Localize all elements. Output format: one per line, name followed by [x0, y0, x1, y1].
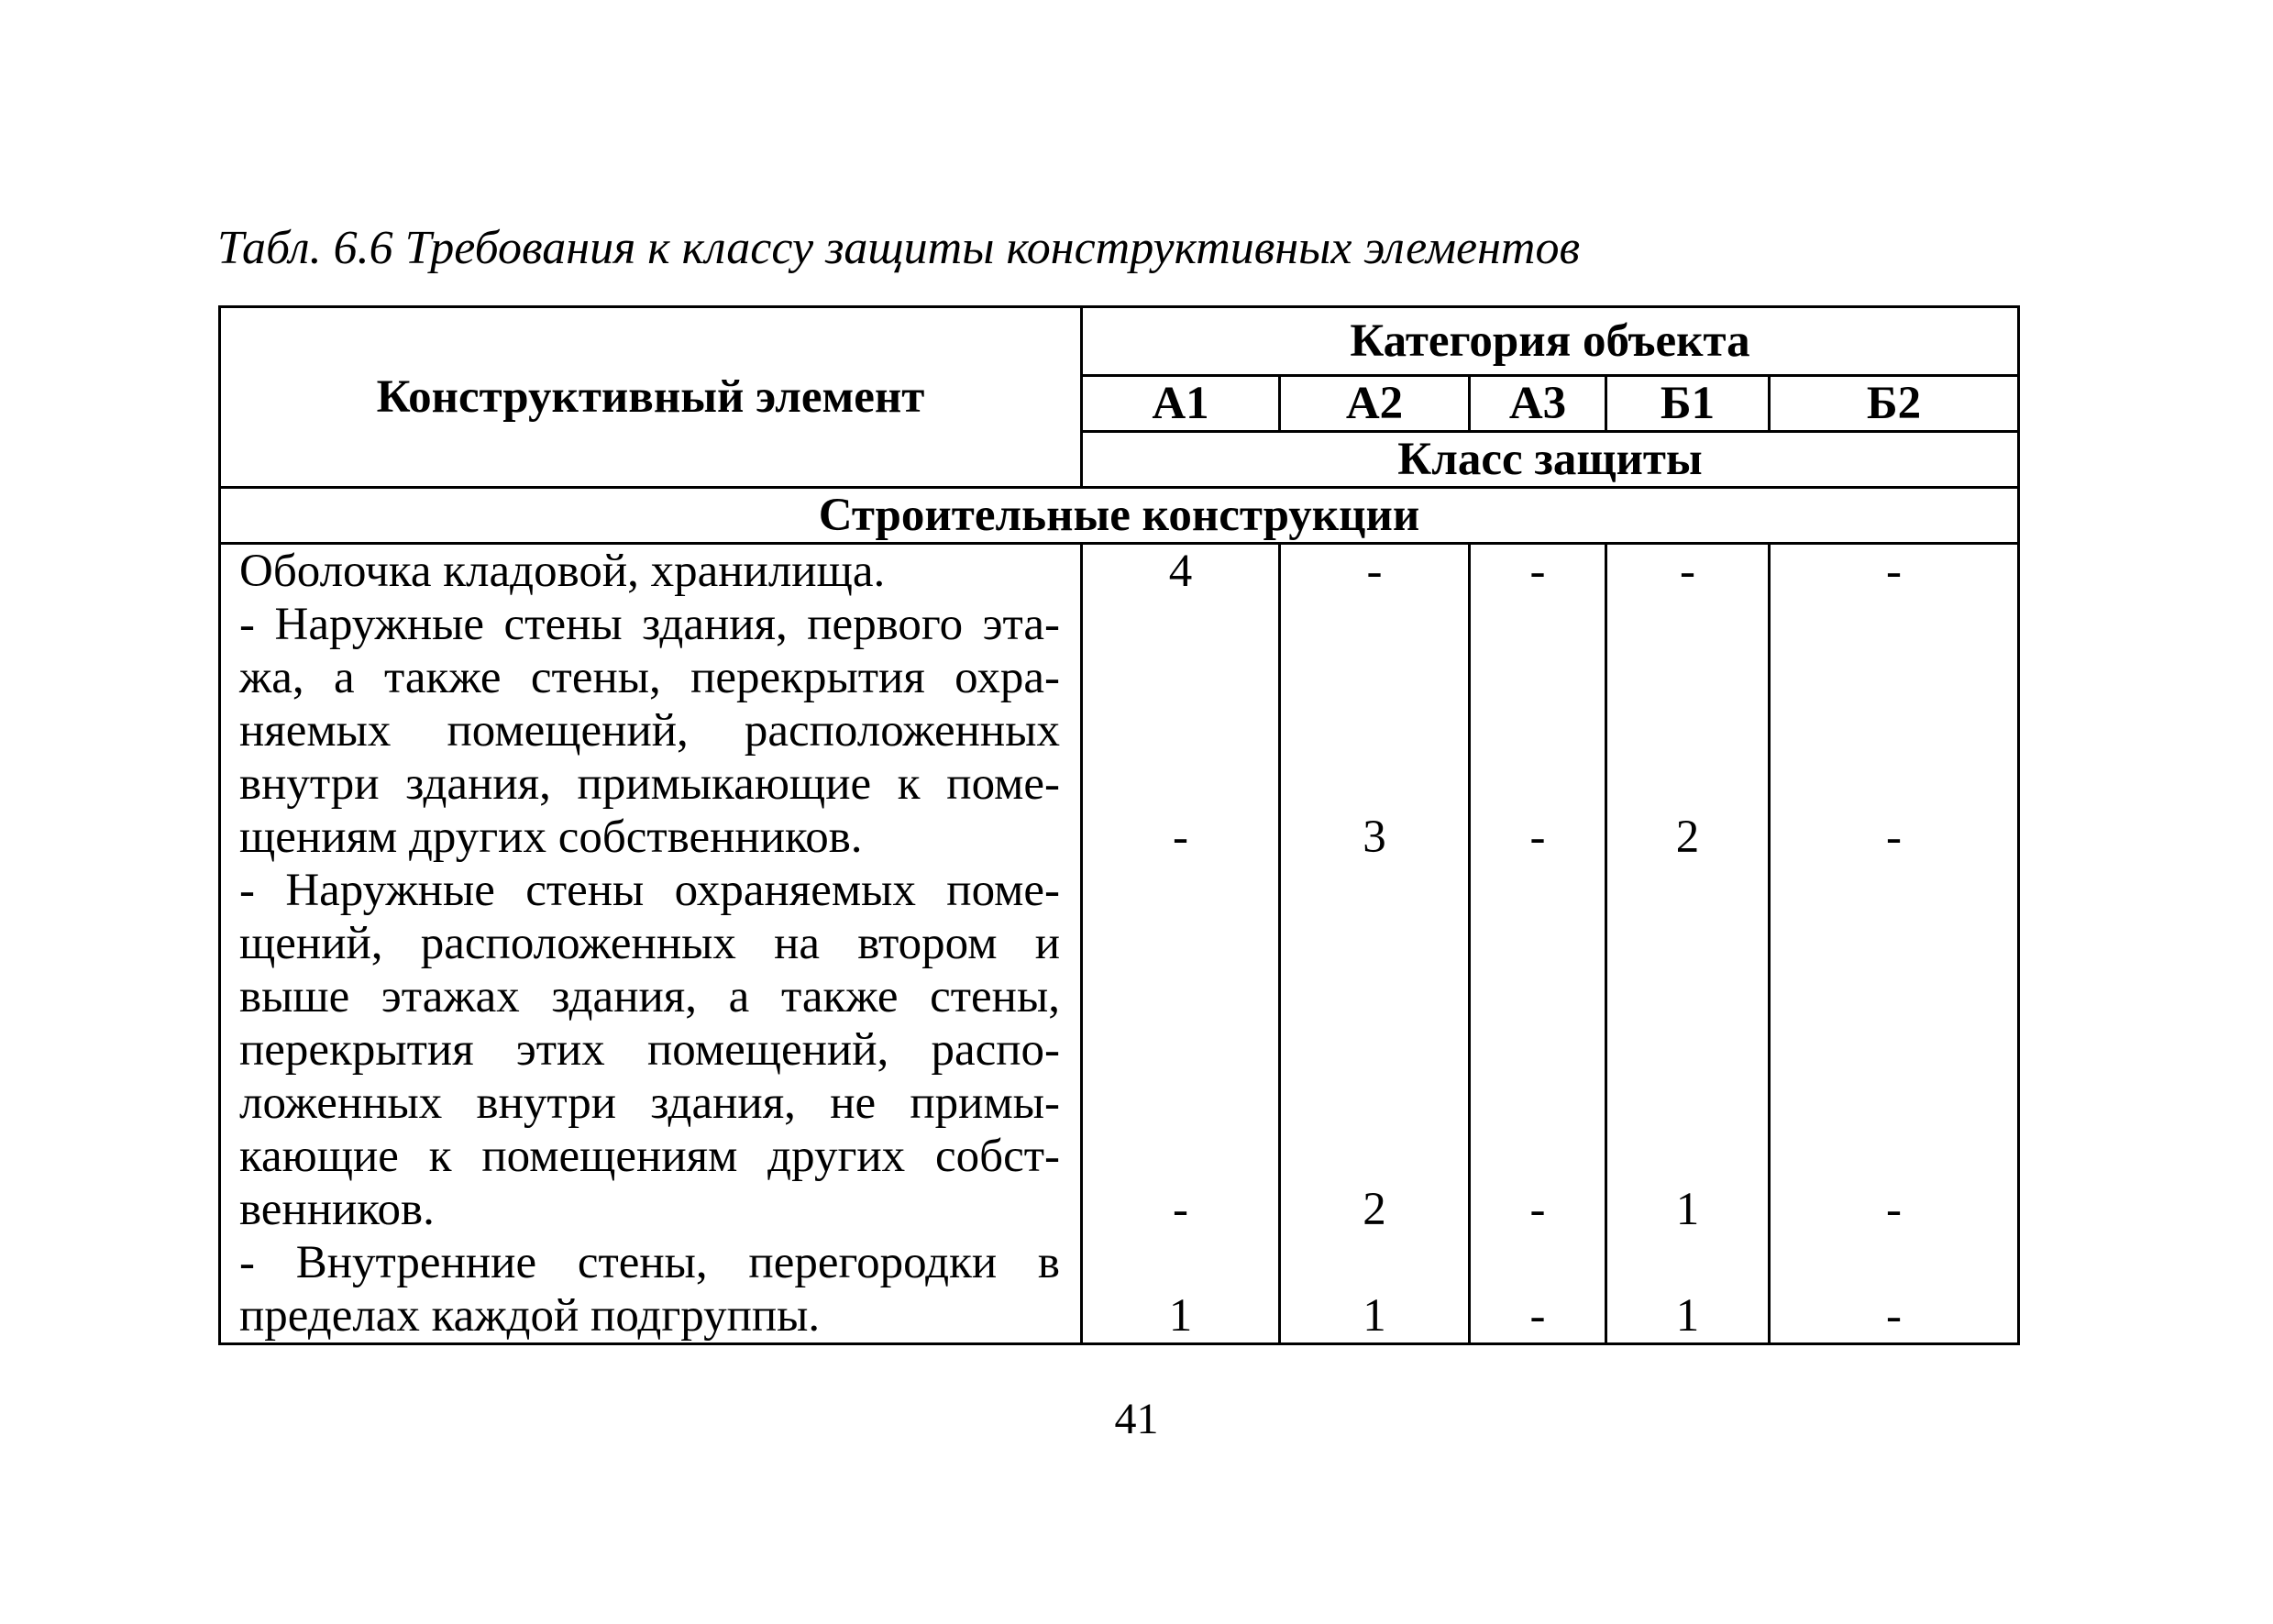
element-line: щениям других собственников. [239, 812, 863, 863]
values-b2-cell [1770, 544, 2019, 1344]
category-header: Категория объекта [1082, 307, 2019, 376]
value-cell: 2 [1363, 1184, 1386, 1235]
value-cell: - [1529, 546, 1546, 597]
element-paragraph [239, 1236, 1060, 1342]
category-a1: А1 [1082, 376, 1280, 432]
values-a3-cell [1470, 544, 1606, 1344]
element-line: - Наружные стены здания, первого эта- [239, 599, 1060, 650]
element-line: кающие к помещениям других собст- [239, 1131, 1060, 1182]
element-line: - Внутренние стены, перегородки в [239, 1237, 1060, 1288]
element-paragraph [239, 598, 1060, 864]
element-line: - Наружные стены охраняемых поме- [239, 865, 1060, 916]
value-cell: - [1886, 1184, 1902, 1235]
element-line: щений, расположенных на втором и [239, 918, 1060, 969]
element-line: выше этажах здания, а также стены, [239, 971, 1060, 1022]
element-line: Оболочка кладовой, хранилища. [239, 546, 886, 597]
values-a2-cell [1280, 544, 1470, 1344]
value-cell: 1 [1363, 1290, 1386, 1342]
element-line: няемых помещений, расположенных [239, 705, 1060, 757]
value-cell: - [1886, 812, 1902, 863]
values-b1-cell [1606, 544, 1770, 1344]
value-cell: 4 [1168, 546, 1193, 597]
element-paragraph [239, 545, 1060, 598]
table-caption: Табл. 6.6 Требования к классу защиты конструктивных элементов [217, 222, 1581, 274]
element-line: пределах каждой подгруппы. [239, 1290, 821, 1342]
value-cell: 1 [1675, 1184, 1700, 1235]
value-cell: - [1529, 812, 1546, 863]
category-a2: А2 [1280, 376, 1470, 432]
value-cell: 2 [1675, 812, 1700, 863]
element-line: жа, а также стены, перекрытия охра- [239, 652, 1060, 703]
element-line: венников. [239, 1184, 435, 1235]
value-cell: 1 [1675, 1290, 1700, 1342]
value-cell: 1 [1168, 1290, 1193, 1342]
value-cell: - [1529, 1290, 1546, 1342]
category-b2: Б2 [1770, 376, 2019, 432]
value-cell: - [1529, 1184, 1546, 1235]
page-number: 41 [1114, 1395, 1159, 1443]
value-cell: - [1886, 1290, 1902, 1342]
value-cell: 3 [1363, 812, 1386, 863]
value-cell: - [1886, 546, 1902, 597]
value-cell: - [1366, 546, 1383, 597]
element-description-cell [220, 544, 1082, 1344]
element-paragraph [239, 864, 1060, 1236]
element-line: внутри здания, примыкающие к поме- [239, 758, 1060, 810]
value-cell: - [1173, 812, 1188, 863]
protection-class-table [218, 305, 2020, 1345]
section-title: Строительные конструкции [220, 488, 2019, 544]
element-line: ложенных внутри здания, не примы- [239, 1077, 1060, 1129]
category-a3: А3 [1470, 376, 1606, 432]
category-b1: Б1 [1606, 376, 1770, 432]
protection-class-header: Класс защиты [1082, 432, 2019, 488]
value-cell: - [1173, 1184, 1188, 1235]
element-column-header: Конструктивный элемент [220, 307, 1082, 488]
element-line: перекрытия этих помещений, распо- [239, 1024, 1060, 1076]
value-cell: - [1680, 546, 1695, 597]
values-a1-cell [1082, 544, 1280, 1344]
